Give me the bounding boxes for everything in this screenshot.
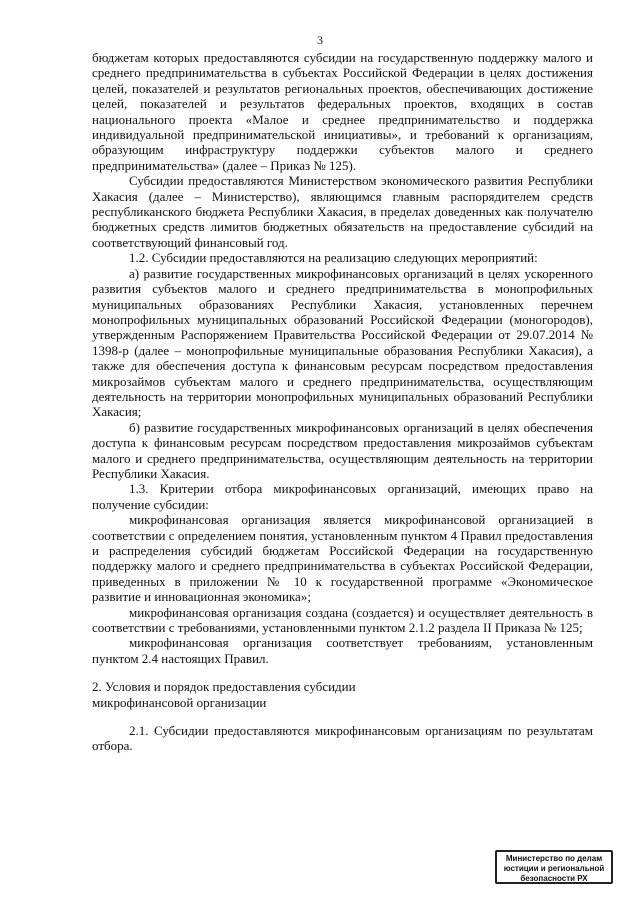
page-number: 3 xyxy=(317,33,323,47)
document-body xyxy=(92,50,593,754)
paragraph-1-3: 1.3. Критерии отбора микрофинансовых организаций, имеющих право на получение субсидии: xyxy=(92,481,593,512)
stamp-line-3: безопасности РХ xyxy=(520,874,588,883)
section-heading-line-2: микрофинансовой организации xyxy=(92,694,267,710)
paragraph-item-b: б) развитие государственных микрофинансовых организаций в целях обеспечения доступа к финансовым ресурсам посредством предоставления микрозаймов субъектам малого и среднего предпринимательства, осуществляющим деятельность на территории Республики Хакасия. xyxy=(92,419,593,481)
paragraph-subsidy-provider: Субсидии предоставляются Министерством экономического развития Республики Хакасия (далее – Министерство), являющимся главным распорядителем средств республиканского бюджета Республики Хакасия, в пределах доведенных как получателю бюджетных средств лимитов бюджетных обязательств на предоставление субсидий на соответствующий финансовый год. xyxy=(92,173,593,250)
paragraph-criterion-3: микрофинансовая организация соответствует требованиям, установленным пунктом 2.4 настоящих Правил. xyxy=(92,635,593,666)
stamp-line-2: юстиции и региональной xyxy=(503,864,605,873)
registration-stamp xyxy=(495,850,613,884)
paragraph-1-2: 1.2. Субсидии предоставляются на реализацию следующих мероприятий: xyxy=(129,250,538,266)
paragraph-item-a: а) развитие государственных микрофинансовых организаций в целях ускоренного развития субъектов малого и среднего предпринимательства в монопрофильных муниципальных образованиях Республики Хакасия, установленных перечнем монопрофильных муниципальных образований Российской Федерации (моногородов), утвержденным Распоряжением Правительства Российской Федерации от 29.07.2014 № 1398-р (далее – монопрофильные муниципальные образования Республики Хакасия), а также для обеспечения доступа к финансовым ресурсам посредством предоставления микрозаймов субъектам малого и среднего предпринимательства, осуществляющим деятельность на территории монопрофильных муниципальных образований Республики Хакасия; xyxy=(92,265,593,420)
paragraph-continuation: бюджетам которых предоставляются субсидии на государственную поддержку малого и среднего предпринимательства в субъектах Российской Федерации в целях достижения целей, показателей и результатов региональных проектов, обеспечивающих достижение целей, показателей и результатов федеральных проектов, входящих в состав национального проекта «Малое и среднее предпринимательство и поддержка индивидуальной предпринимательской инициативы», и требований к организациям, образующим инфраструктуру поддержки субъектов малого и среднего предпринимательства» (далее – Приказ № 125). xyxy=(92,50,593,173)
stamp-line-1: Министерство по делам xyxy=(505,854,603,863)
paragraph-criterion-1: микрофинансовая организация является микрофинансовой организацией в соответствии с определением понятия, установленным пунктом 4 Правил предоставления и распределения субсидий бюджетам Российской Федерации на государственную поддержку малого и среднего предпринимательства в субъектах Российской Федерации, приведенных в приложении № 10 к государственной программе «Экономическое развитие и инновационная экономика»; xyxy=(92,512,593,605)
paragraph-criterion-2: микрофинансовая организация создана (создается) и осуществляет деятельность в соответствии с требованиями, установленными пунктом 2.1.2 раздела II Приказа № 125; xyxy=(92,604,593,636)
section-heading-line-1: 2. Условия и порядок предоставления субсидии xyxy=(92,679,356,695)
paragraph-2-1: 2.1. Субсидии предоставляются микрофинансовым организациям по результатам отбора. xyxy=(92,723,593,754)
